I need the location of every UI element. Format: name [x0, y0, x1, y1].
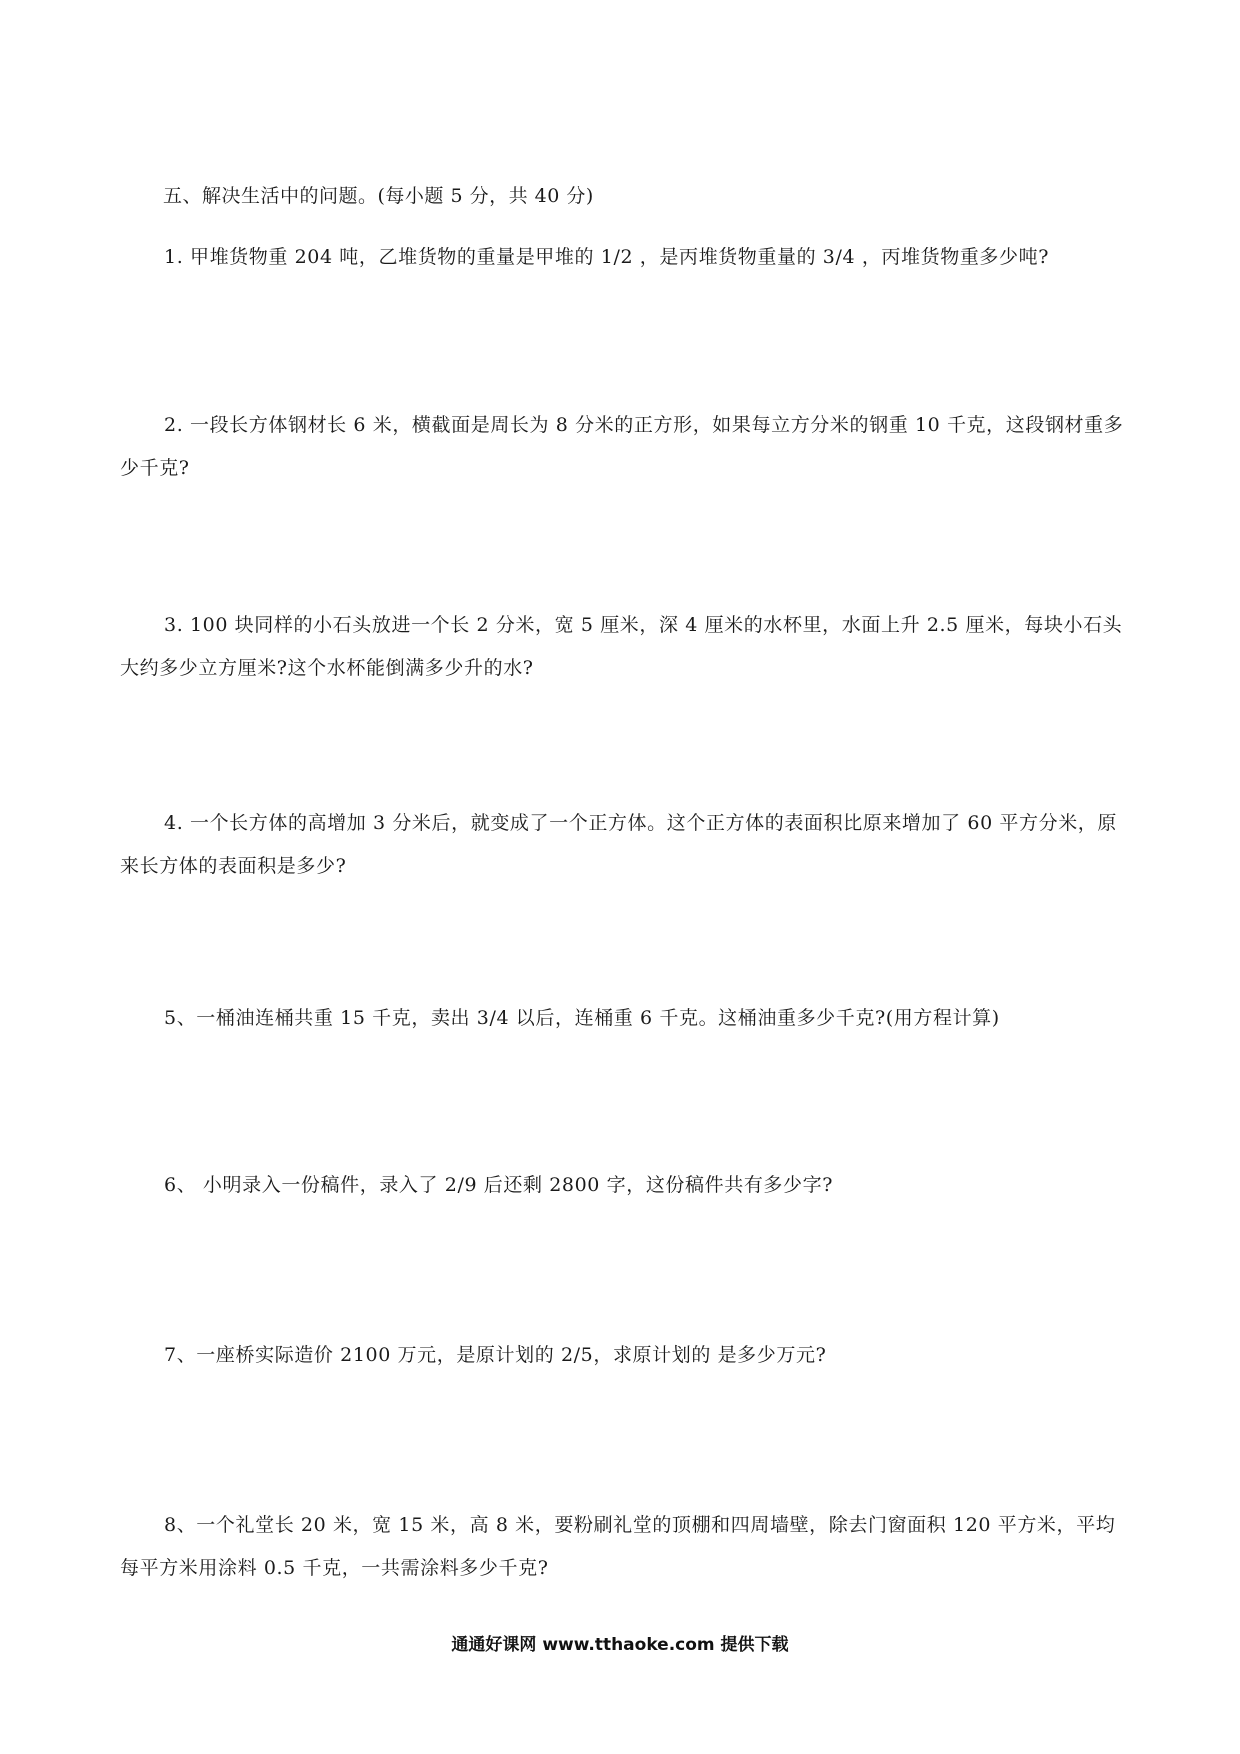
section-heading: 五、解决生活中的问题。(每小题 5 分，共 40 分) — [163, 185, 594, 207]
question-1: 1. 甲堆货物重 204 吨，乙堆货物的重量是甲堆的 1/2 ，是丙堆货物重量的 3/4 ，丙堆货物重多少吨? — [164, 246, 1050, 268]
question-4: 4. 一个长方体的高增加 3 分米后，就变成了一个正方体。这个正方体的表面积比原来增加了 60 平方分米，原来长方体的表面积是多少? — [120, 812, 1117, 877]
question-8: 8、一个礼堂长 20 米，宽 15 米，高 8 米，要粉刷礼堂的顶棚和四周墙壁，除去门窗面积 120 平方米，平均每平方米用涂料 0.5 千克，一共需涂料多少千克? — [120, 1514, 1116, 1579]
question-3: 3. 100 块同样的小石头放进一个长 2 分米，宽 5 厘米，深 4 厘米的水杯里，水面上升 2.5 厘米，每块小石头大约多少立方厘米?这个水杯能倒满多少升的水? — [120, 614, 1123, 679]
question-6: 6、 小明录入一份稿件，录入了 2/9 后还剩 2800 字，这份稿件共有多少字? — [164, 1174, 834, 1196]
question-2: 2. 一段长方体钢材长 6 米，横截面是周长为 8 分米的正方形，如果每立方分米的钢重 10 千克，这段钢材重多少千克? — [120, 414, 1124, 479]
question-5: 5、一桶油连桶共重 15 千克，卖出 3/4 以后，连桶重 6 千克。这桶油重多少千克?(用方程计算) — [164, 1007, 1000, 1029]
footer-source: 通通好课网 www.tthaoke.com 提供下载 — [451, 1635, 789, 1655]
question-7: 7、一座桥实际造价 2100 万元，是原计划的 2/5，求原计划的 是多少万元? — [164, 1344, 827, 1366]
